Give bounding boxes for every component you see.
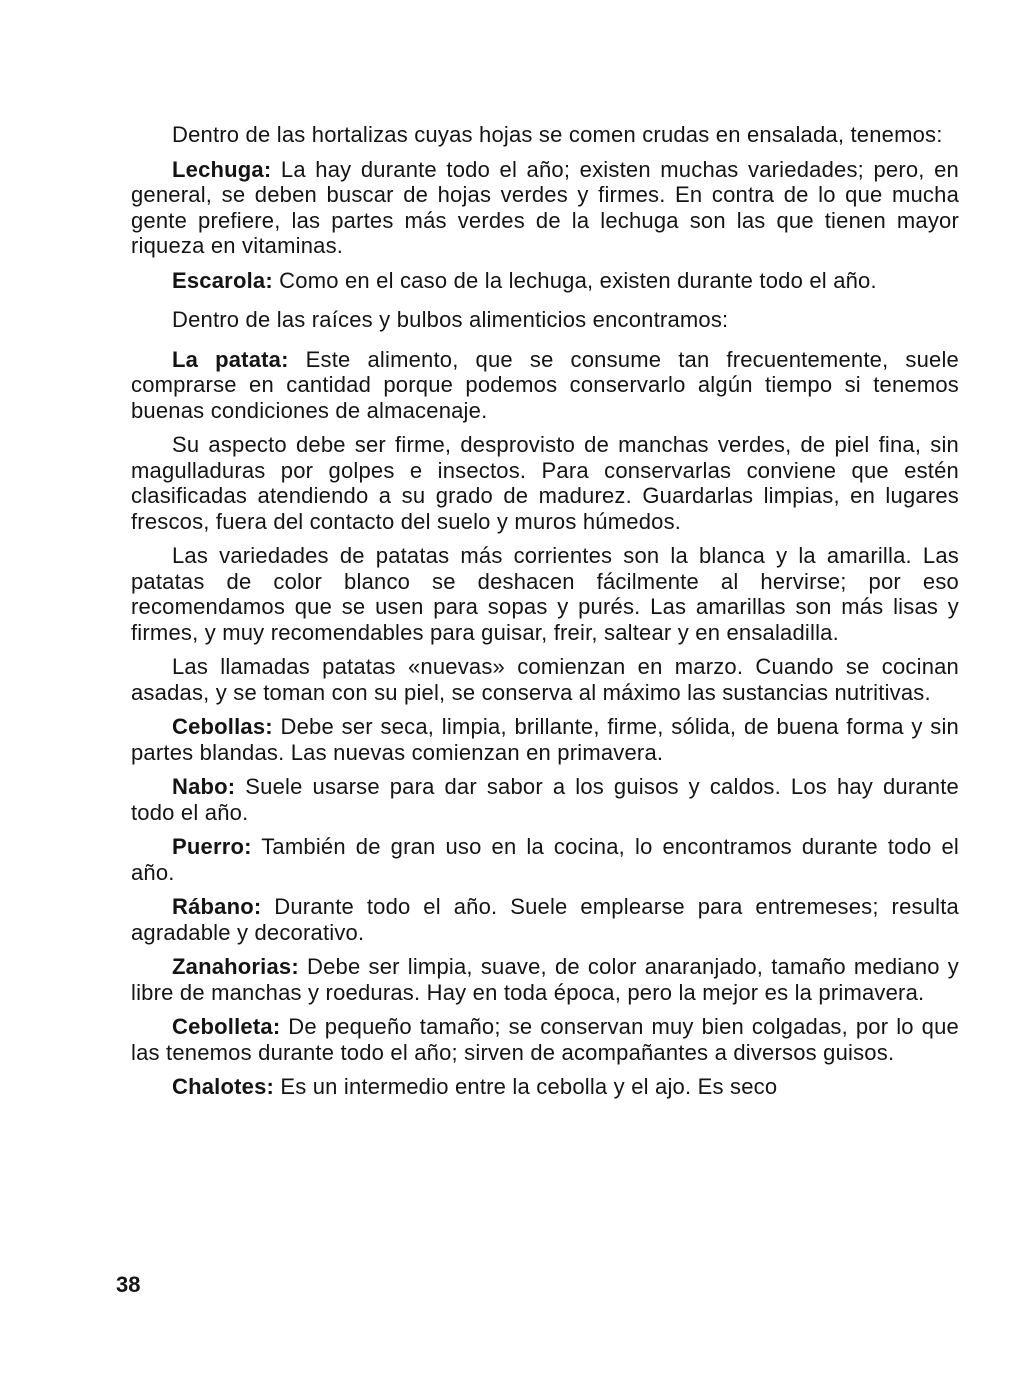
paragraph-cebolleta bbox=[131, 1014, 959, 1065]
paragraph-intro-leaves bbox=[131, 122, 959, 148]
paragraph-patata-aspecto bbox=[131, 432, 959, 534]
paragraph-term: Rábano: bbox=[172, 894, 262, 919]
body-text bbox=[131, 122, 959, 1109]
paragraph-patata-nuevas bbox=[131, 654, 959, 705]
paragraph-patata bbox=[131, 347, 959, 424]
paragraph-text: Suele usarse para dar sabor a los guisos y caldos. Los hay durante todo el año. bbox=[131, 774, 959, 825]
paragraph-term: Chalotes: bbox=[172, 1074, 275, 1099]
paragraph-text: Debe ser limpia, suave, de color anaranjado, tamaño mediano y libre de manchas y roeduras. Hay en toda época, pero la mejor es la primavera. bbox=[131, 954, 959, 1005]
paragraph-term: La patata: bbox=[172, 346, 289, 372]
paragraph-cebollas bbox=[131, 714, 959, 765]
page-number: 38 bbox=[116, 1272, 141, 1297]
paragraph-term: Cebolleta: bbox=[172, 1014, 281, 1039]
paragraph-term: Lechuga: bbox=[172, 156, 272, 182]
paragraph-text: Es un intermedio entre la cebolla y el ajo. Es seco bbox=[274, 1074, 778, 1099]
paragraph-term: Nabo: bbox=[172, 774, 236, 799]
paragraph-text: También de gran uso en la cocina, lo encontramos durante todo el año. bbox=[131, 834, 959, 885]
paragraph-term: Zanahorias: bbox=[172, 954, 299, 979]
paragraph-text: Debe ser seca, limpia, brillante, firme, sólida, de buena forma y sin partes blandas. Las nuevas comienzan en primavera. bbox=[131, 714, 959, 765]
paragraph-text: Las llamadas patatas «nuevas» comienzan en marzo. Cuando se cocinan asadas, y se toman con su piel, se conserva al máximo las sustancias nutritivas. bbox=[131, 654, 959, 705]
paragraph-nabo bbox=[131, 774, 959, 825]
paragraph-text: Dentro de las raíces y bulbos alimenticios encontramos: bbox=[172, 307, 729, 332]
paragraph-term: Puerro: bbox=[172, 834, 252, 859]
paragraph-term: Escarola: bbox=[172, 267, 273, 293]
paragraph-text: Las variedades de patatas más corrientes son la blanca y la amarilla. Las patatas de color blanco se deshacen fácilmente al hervirse; por eso recomendamos que se usen para sopas y purés. Las amarillas son más lisas y firmes, y muy recomendables para guisar, freir, saltear y en ensaladilla. bbox=[131, 543, 959, 645]
paragraph-rabano bbox=[131, 894, 959, 945]
paragraph-patata-variedades bbox=[131, 543, 959, 645]
paragraph-text: Durante todo el año. Suele emplearse para entremeses; resulta agradable y decorativo. bbox=[131, 894, 959, 945]
paragraph-text: La hay durante todo el año; existen muchas variedades; pero, en general, se deben buscar de hojas verdes y firmes. En contra de lo que mucha gente prefiere, las partes más verdes de la lechuga son las que tienen mayor riqueza en vitaminas. bbox=[131, 156, 959, 258]
paragraph-text: Este alimento, que se consume tan frecuentemente, suele comprarse en cantidad porque podemos conservarlo algún tiempo si tenemos buenas condiciones de almacenaje. bbox=[131, 346, 959, 423]
paragraph-text: De pequeño tamaño; se conservan muy bien colgadas, por lo que las tenemos durante todo el año; sirven de acompañantes a diversos guisos. bbox=[131, 1014, 959, 1065]
paragraph-lechuga bbox=[131, 157, 959, 259]
paragraph-intro-roots bbox=[131, 307, 959, 333]
paragraph-escarola bbox=[131, 268, 959, 294]
paragraph-chalotes bbox=[131, 1074, 959, 1100]
paragraph-text: Dentro de las hortalizas cuyas hojas se comen crudas en ensalada, tenemos: bbox=[172, 122, 943, 147]
paragraph-term: Cebollas: bbox=[172, 714, 273, 739]
paragraph-zanahorias bbox=[131, 954, 959, 1005]
paragraph-text: Como en el caso de la lechuga, existen durante todo el año. bbox=[272, 267, 877, 293]
paragraph-puerro bbox=[131, 834, 959, 885]
paragraph-text: Su aspecto debe ser firme, desprovisto de manchas verdes, de piel fina, sin magulladuras por golpes e insectos. Para conservarlas conviene que estén clasificadas atendiendo a su grado de madurez. Guardarlas limpias, en lugares frescos, fuera del contacto del suelo y muros húmedos. bbox=[131, 432, 959, 534]
